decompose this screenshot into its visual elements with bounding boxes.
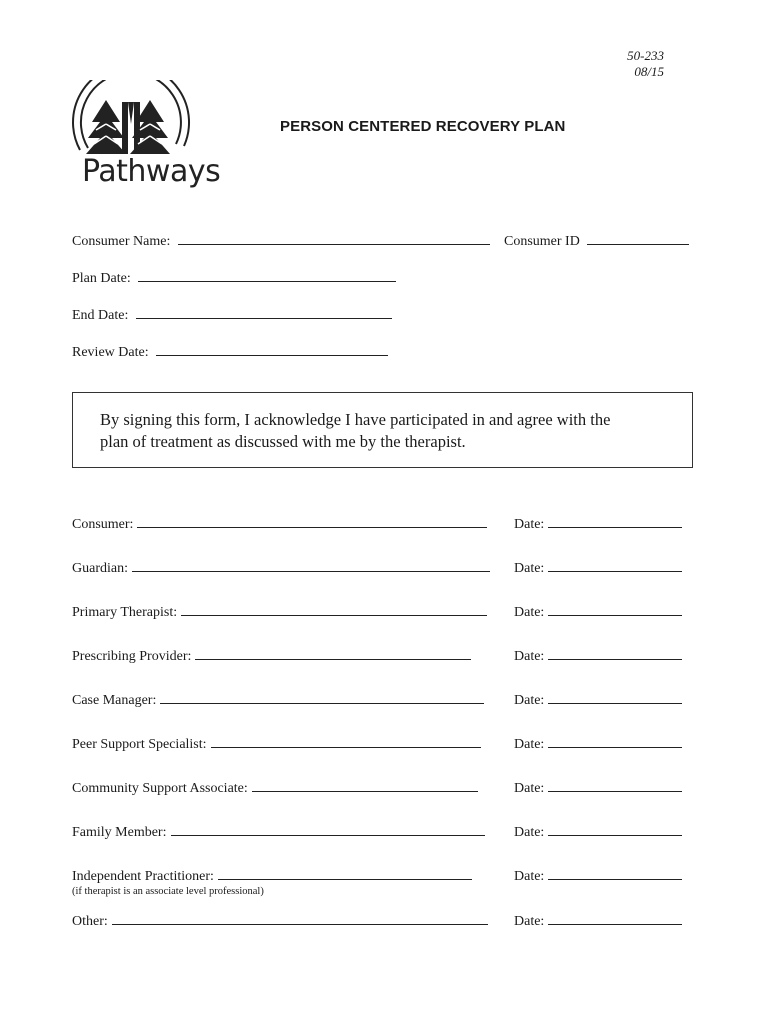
signature-label: Community Support Associate: (72, 781, 248, 796)
date-case-manager[interactable] (514, 691, 682, 709)
acknowledgement-line-1: By signing this form, I acknowledge I have participated in and agree with the (100, 410, 611, 429)
signature-consumer[interactable] (72, 515, 487, 533)
signature-line[interactable] (160, 691, 484, 704)
signature-label: Peer Support Specialist: (72, 737, 207, 752)
date-label: Date: (514, 693, 545, 708)
date-label: Date: (514, 781, 545, 796)
date-label: Date: (514, 869, 545, 884)
date-prescribing-provider[interactable] (514, 647, 682, 665)
date-line[interactable] (548, 515, 682, 528)
signature-case-manager[interactable] (72, 691, 484, 709)
review-date-label: Review Date: (72, 345, 149, 360)
signature-peer-support-specialist[interactable] (72, 735, 481, 753)
review-date-field[interactable] (72, 343, 388, 361)
pathways-logo (72, 80, 232, 195)
date-family-member[interactable] (514, 823, 682, 841)
consumer-name-label: Consumer Name: (72, 234, 171, 249)
acknowledgement-line-2: plan of treatment as discussed with me by the therapist. (100, 432, 466, 451)
date-consumer[interactable] (514, 515, 682, 533)
signature-family-member[interactable] (72, 823, 485, 841)
date-line[interactable] (548, 735, 682, 748)
signature-label: Prescribing Provider: (72, 649, 192, 664)
date-peer-support-specialist[interactable] (514, 735, 682, 753)
signature-label: Guardian: (72, 561, 128, 576)
signature-line[interactable] (132, 559, 490, 572)
date-line[interactable] (548, 779, 682, 792)
date-label: Date: (514, 825, 545, 840)
date-line[interactable] (548, 912, 682, 925)
date-label: Date: (514, 914, 545, 929)
date-line[interactable] (548, 691, 682, 704)
signature-prescribing-provider[interactable] (72, 647, 471, 665)
date-label: Date: (514, 649, 545, 664)
consumer-name-field[interactable] (72, 232, 490, 250)
signature-line[interactable] (252, 779, 478, 792)
date-line[interactable] (548, 823, 682, 836)
date-other[interactable] (514, 912, 682, 930)
signature-label: Primary Therapist: (72, 605, 178, 620)
signature-label: Other: (72, 914, 108, 929)
form-number: 50-233 (627, 48, 664, 63)
plan-date-field[interactable] (72, 269, 396, 287)
plan-date-line[interactable] (138, 269, 396, 282)
form-revision: 08/15 (634, 64, 664, 79)
end-date-line[interactable] (136, 306, 392, 319)
logo-wordmark: Pathways (82, 154, 221, 189)
signature-independent-practitioner[interactable] (72, 867, 472, 885)
consumer-name-line[interactable] (178, 232, 490, 245)
plan-date-label: Plan Date: (72, 271, 131, 286)
page-title: PERSON CENTERED RECOVERY PLAN (280, 118, 566, 135)
consumer-id-label: Consumer ID (504, 234, 580, 249)
form-code (560, 48, 664, 80)
consumer-id-field[interactable] (504, 232, 689, 250)
acknowledgement-box (72, 392, 693, 468)
date-label: Date: (514, 737, 545, 752)
date-independent-practitioner[interactable] (514, 867, 682, 885)
date-line[interactable] (548, 603, 682, 616)
signature-guardian[interactable] (72, 559, 490, 577)
signature-community-support-associate[interactable] (72, 779, 478, 797)
signature-line[interactable] (195, 647, 471, 660)
signature-label: Independent Practitioner: (72, 869, 214, 884)
signature-line[interactable] (137, 515, 487, 528)
signature-line[interactable] (211, 735, 481, 748)
signature-line[interactable] (112, 912, 488, 925)
signature-line[interactable] (171, 823, 485, 836)
signature-label: Family Member: (72, 825, 167, 840)
date-community-support-associate[interactable] (514, 779, 682, 797)
date-line[interactable] (548, 867, 682, 880)
signature-label: Case Manager: (72, 693, 157, 708)
review-date-line[interactable] (156, 343, 388, 356)
date-primary-therapist[interactable] (514, 603, 682, 621)
date-label: Date: (514, 605, 545, 620)
signature-line[interactable] (181, 603, 487, 616)
signature-label: Consumer: (72, 517, 134, 532)
date-line[interactable] (548, 559, 682, 572)
date-guardian[interactable] (514, 559, 682, 577)
end-date-field[interactable] (72, 306, 392, 324)
consumer-id-line[interactable] (587, 232, 689, 245)
signature-other[interactable] (72, 912, 488, 930)
date-line[interactable] (548, 647, 682, 660)
date-label: Date: (514, 517, 545, 532)
signature-primary-therapist[interactable] (72, 603, 487, 621)
independent-practitioner-note: (if therapist is an associate level professional) (72, 886, 264, 897)
date-label: Date: (514, 561, 545, 576)
end-date-label: End Date: (72, 308, 129, 323)
signature-line[interactable] (218, 867, 472, 880)
